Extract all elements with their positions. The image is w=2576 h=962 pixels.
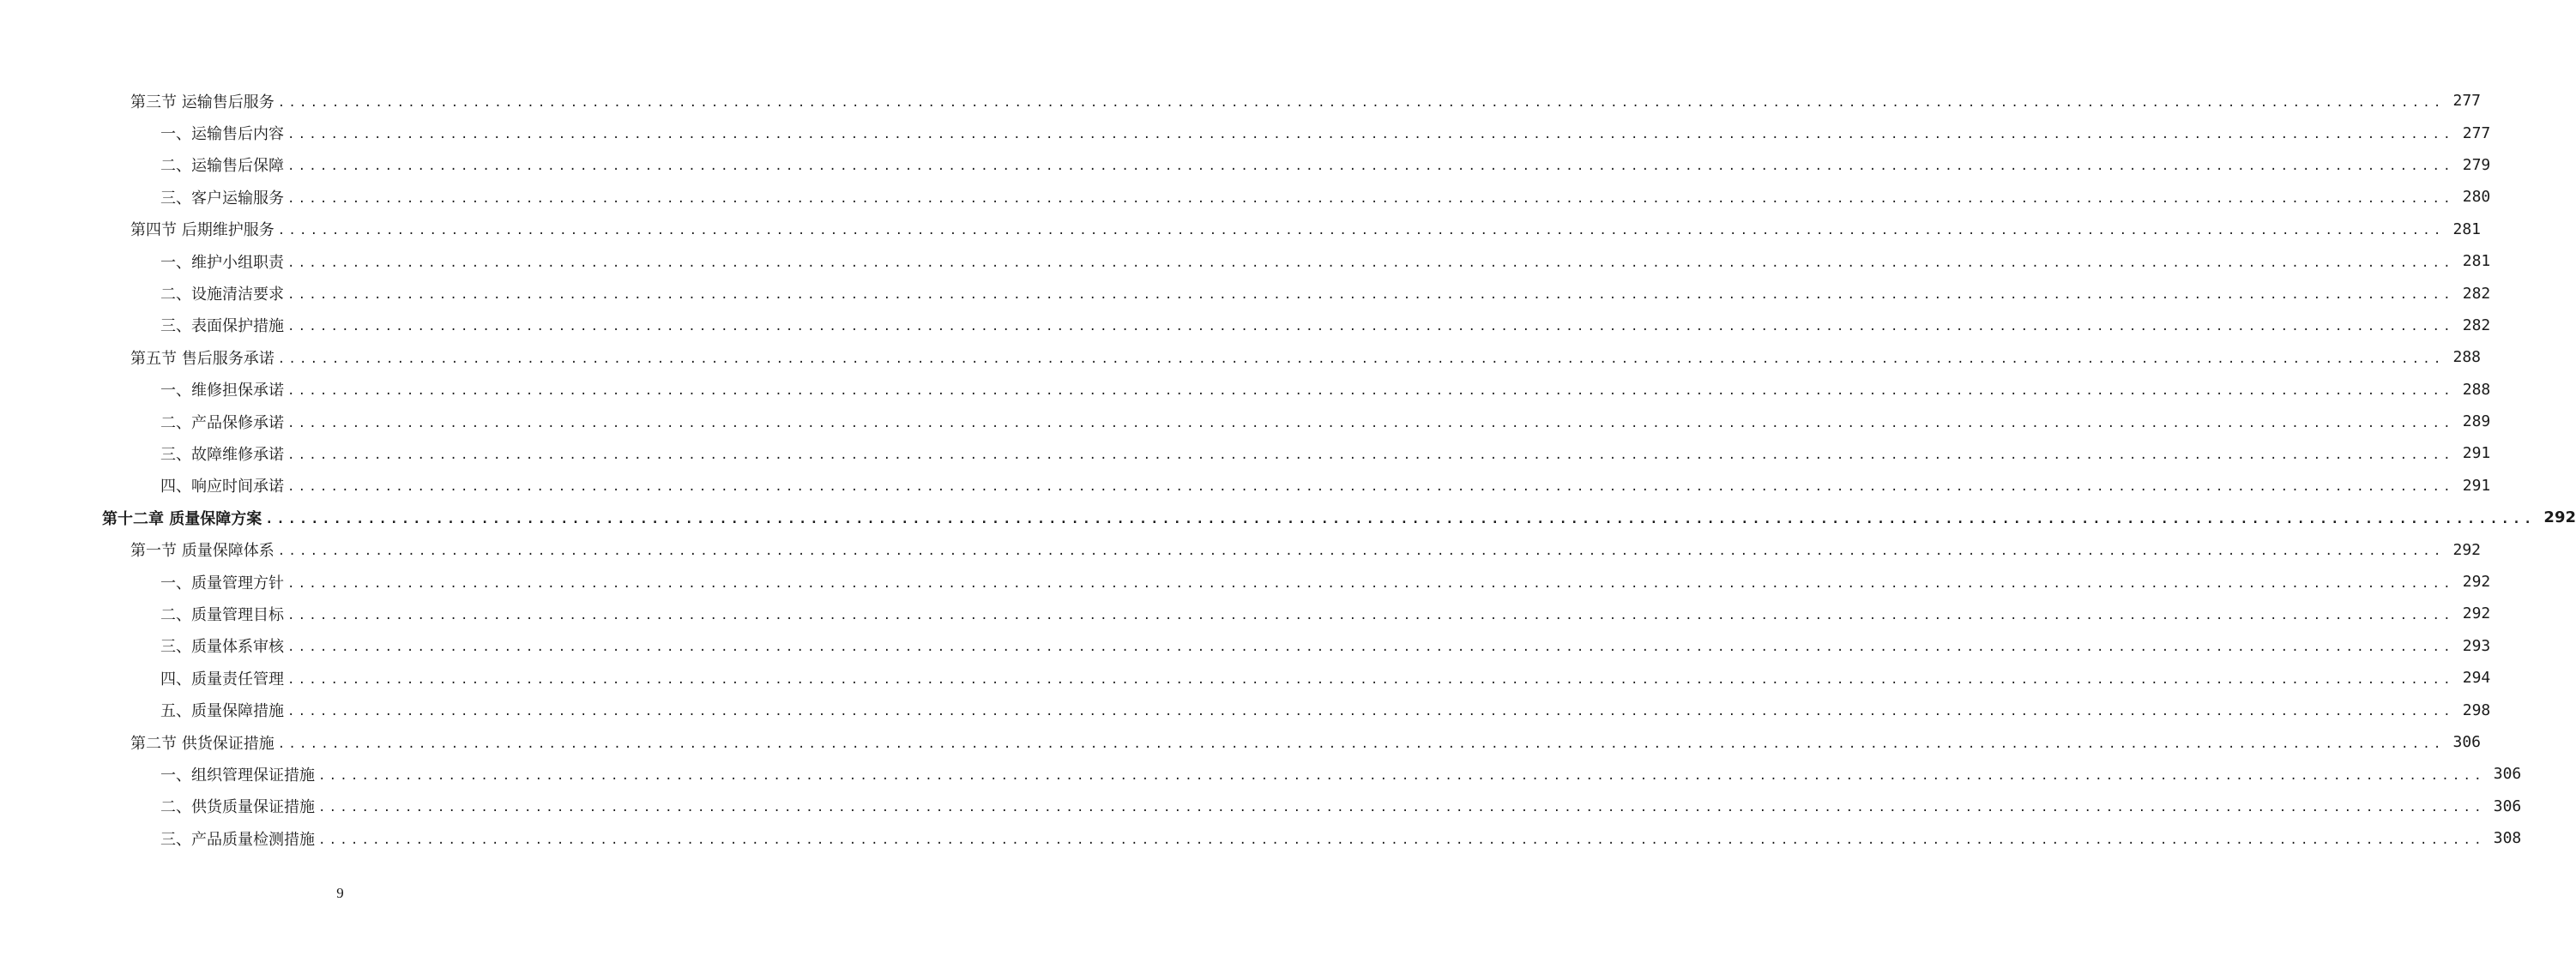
- toc-entry-title: 二、产品保修承诺: [160, 413, 284, 432]
- toc-entry-page-number: 291: [2462, 476, 2491, 495]
- toc-subsection-entry[interactable]: [0, 566, 2491, 598]
- toc-dot-leader: ........................................................................................................................................................................................................: [277, 224, 2445, 238]
- toc-section-entry[interactable]: [0, 213, 2481, 245]
- toc-dot-leader: ........................................................................................................................................................................................................: [287, 448, 2454, 462]
- toc-dot-leader: ........................................................................................................................................................................................................: [318, 833, 2485, 847]
- toc-section-entry[interactable]: [0, 726, 2481, 758]
- toc-section-entry[interactable]: [0, 341, 2481, 373]
- toc-entry-page-number: 293: [2462, 636, 2491, 655]
- toc-entry-page-number: 306: [2493, 765, 2522, 784]
- toc-entry-title: 一、维护小组职责: [160, 253, 284, 272]
- toc-dot-leader: ........................................................................................................................................................................................................: [287, 480, 2454, 495]
- toc-entry-page-number: 306: [2493, 797, 2522, 815]
- toc-subsection-entry[interactable]: [0, 310, 2491, 341]
- toc-entry-title: 一、维修担保承诺: [160, 382, 284, 400]
- toc-subsection-entry[interactable]: [0, 470, 2491, 502]
- toc-entry-title: 第二节 供货保证措施: [130, 734, 274, 753]
- toc-dot-leader: ........................................................................................................................................................................................................: [287, 608, 2454, 622]
- toc-entry-title: 第一节 质量保障体系: [130, 542, 274, 561]
- toc-dot-leader: ........................................................................................................................................................................................................: [265, 511, 2536, 527]
- toc-entry-page-number: 280: [2462, 188, 2491, 207]
- toc-entry-title: 二、供货质量保证措施: [160, 798, 315, 817]
- toc-entry-title: 第五节 售后服务承诺: [130, 349, 274, 368]
- toc-chapter-entry[interactable]: [0, 502, 2576, 533]
- toc-dot-leader: ........................................................................................................................................................................................................: [287, 191, 2454, 206]
- toc-entry-title: 第三节 运输售后服务: [130, 93, 274, 111]
- toc-dot-leader: ........................................................................................................................................................................................................: [287, 416, 2454, 430]
- toc-entry-page-number: 282: [2462, 284, 2491, 303]
- toc-entry-title: 二、运输售后保障: [160, 157, 284, 176]
- toc-entry-page-number: 294: [2462, 669, 2491, 688]
- toc-dot-leader: ........................................................................................................................................................................................................: [277, 352, 2445, 366]
- toc-entry-page-number: 292: [2462, 604, 2491, 623]
- toc-subsection-entry[interactable]: [0, 694, 2491, 725]
- toc-dot-leader: ........................................................................................................................................................................................................: [277, 737, 2445, 751]
- toc-dot-leader: ........................................................................................................................................................................................................: [287, 159, 2454, 174]
- toc-subsection-entry[interactable]: [0, 374, 2491, 406]
- toc-entry-page-number: 292: [2462, 573, 2491, 592]
- toc-entry-title: 三、故障维修承诺: [160, 445, 284, 464]
- table-of-contents: [0, 85, 2576, 854]
- toc-dot-leader: ........................................................................................................................................................................................................: [318, 801, 2485, 815]
- page-number: 9: [336, 885, 344, 901]
- toc-subsection-entry[interactable]: [0, 758, 2522, 790]
- toc-entry-page-number: 306: [2452, 733, 2481, 751]
- toc-entry-title: 第十二章 质量保障方案: [102, 509, 262, 528]
- toc-entry-page-number: 282: [2462, 316, 2491, 334]
- toc-entry-page-number: 277: [2452, 92, 2481, 111]
- toc-entry-title: 二、质量管理目标: [160, 605, 284, 624]
- toc-entry-title: 三、表面保护措施: [160, 317, 284, 336]
- toc-entry-title: 一、运输售后内容: [160, 125, 284, 144]
- toc-section-entry[interactable]: [0, 85, 2481, 117]
- toc-entry-page-number: 277: [2462, 123, 2491, 142]
- toc-entry-page-number: 292: [2452, 540, 2481, 559]
- toc-subsection-entry[interactable]: [0, 117, 2491, 148]
- toc-subsection-entry[interactable]: [0, 822, 2522, 854]
- toc-subsection-entry[interactable]: [0, 406, 2491, 437]
- toc-subsection-entry[interactable]: [0, 630, 2491, 662]
- toc-entry-title: 三、客户运输服务: [160, 189, 284, 207]
- toc-dot-leader: ........................................................................................................................................................................................................: [287, 256, 2454, 270]
- toc-entry-page-number: 288: [2462, 380, 2491, 399]
- toc-entry-title: 第四节 后期维护服务: [130, 221, 274, 240]
- toc-entry-page-number: 281: [2452, 219, 2481, 238]
- toc-entry-title: 三、产品质量检测措施: [160, 830, 315, 849]
- toc-dot-leader: ........................................................................................................................................................................................................: [287, 128, 2454, 142]
- toc-subsection-entry[interactable]: [0, 662, 2491, 694]
- toc-entry-page-number: 308: [2493, 829, 2522, 848]
- toc-entry-page-number: 289: [2462, 412, 2491, 431]
- toc-entry-title: 三、质量体系审核: [160, 638, 284, 657]
- toc-entry-page-number: 298: [2462, 700, 2491, 719]
- toc-entry-title: 五、质量保障措施: [160, 702, 284, 721]
- toc-dot-leader: ........................................................................................................................................................................................................: [318, 768, 2485, 783]
- toc-entry-title: 二、设施清洁要求: [160, 286, 284, 304]
- toc-dot-leader: ........................................................................................................................................................................................................: [287, 576, 2454, 591]
- toc-dot-leader: ........................................................................................................................................................................................................: [287, 288, 2454, 303]
- toc-section-entry[interactable]: [0, 533, 2481, 565]
- toc-dot-leader: ........................................................................................................................................................................................................: [287, 320, 2454, 334]
- toc-entry-title: 一、组织管理保证措施: [160, 766, 315, 785]
- toc-subsection-entry[interactable]: [0, 277, 2491, 309]
- toc-dot-leader: ........................................................................................................................................................................................................: [277, 544, 2445, 559]
- toc-subsection-entry[interactable]: [0, 149, 2491, 181]
- toc-dot-leader: ........................................................................................................................................................................................................: [287, 705, 2454, 719]
- toc-entry-title: 四、响应时间承诺: [160, 478, 284, 496]
- toc-subsection-entry[interactable]: [0, 181, 2491, 213]
- toc-subsection-entry[interactable]: [0, 598, 2491, 629]
- toc-dot-leader: ........................................................................................................................................................................................................: [277, 95, 2445, 110]
- toc-dot-leader: ........................................................................................................................................................................................................: [287, 672, 2454, 687]
- toc-subsection-entry[interactable]: [0, 791, 2522, 822]
- toc-entry-page-number: 292: [2543, 508, 2576, 527]
- toc-entry-page-number: 291: [2462, 444, 2491, 463]
- toc-entry-page-number: 288: [2452, 348, 2481, 367]
- toc-subsection-entry[interactable]: [0, 437, 2491, 469]
- toc-subsection-entry[interactable]: [0, 245, 2491, 277]
- toc-entry-page-number: 279: [2462, 155, 2491, 174]
- toc-dot-leader: ........................................................................................................................................................................................................: [287, 384, 2454, 399]
- toc-entry-title: 四、质量责任管理: [160, 670, 284, 688]
- toc-dot-leader: ........................................................................................................................................................................................................: [287, 640, 2454, 655]
- toc-entry-page-number: 281: [2462, 252, 2491, 271]
- toc-entry-title: 一、质量管理方针: [160, 574, 284, 592]
